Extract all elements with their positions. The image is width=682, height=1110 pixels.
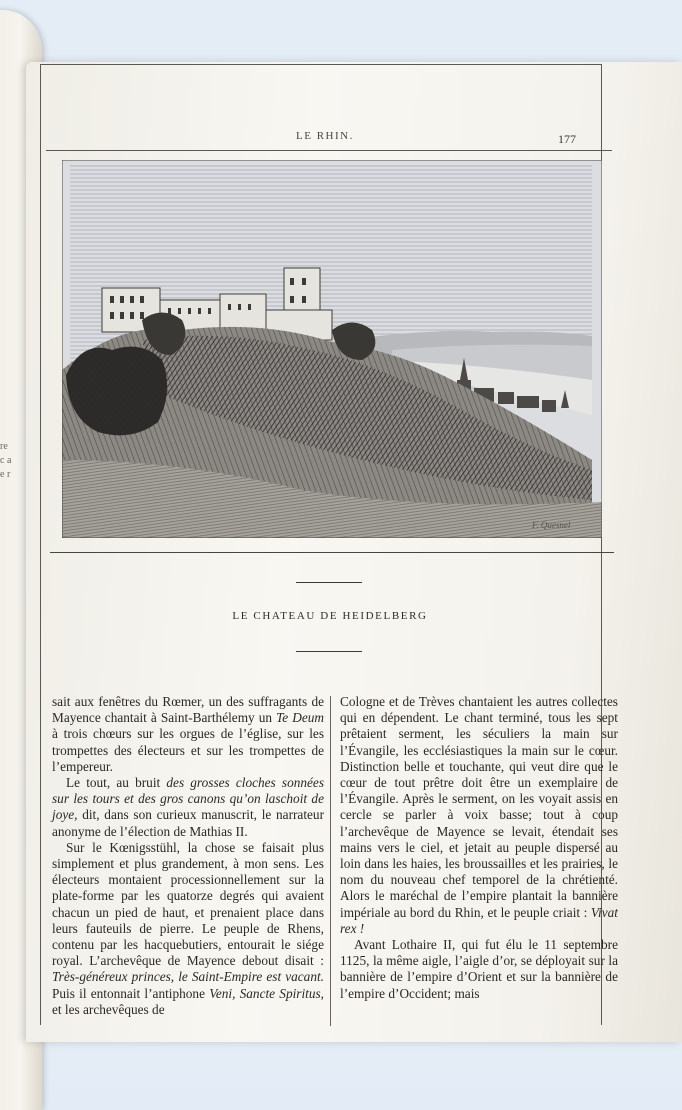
running-head: LE RHIN. xyxy=(296,130,354,142)
body-text: Avant Lothaire II, qui fut élu le 11 septembre 1125, la même aigle, l’aigle d’or, se déployait sur la bannière de l’empire d’Orient et sur la bannière de l’empire d’Occident; mais xyxy=(340,937,618,1001)
caption-rule-top xyxy=(296,582,362,583)
illustration-caption: LE CHATEAU DE HEIDELBERG xyxy=(232,610,428,622)
caption-rule-bottom xyxy=(296,651,362,652)
heidelberg-castle-engraving xyxy=(62,160,602,538)
page-number: 177 xyxy=(558,132,576,146)
header-rule xyxy=(46,150,612,151)
paragraph xyxy=(340,694,618,937)
body-text: à trois chœurs sur les orgues de l’église, sur les trompettes des électeurs et sur les trompettes de l’empereur. xyxy=(52,726,324,774)
illustration-rule xyxy=(50,552,614,553)
paragraph xyxy=(52,694,324,775)
engraving-signature: F. Quesnel xyxy=(532,520,571,530)
previous-page-margin-text: re c a e r xyxy=(0,441,12,480)
text-column-left xyxy=(52,694,324,1018)
italic-text: Vivat rex ! xyxy=(340,904,618,936)
body-text: dit, dans son curieux manuscrit, le narrateur anonyme de l’élection de Mathias II. xyxy=(52,807,324,839)
text-column-right xyxy=(340,694,618,1002)
body-text: Le tout, au bruit xyxy=(66,775,167,791)
body-text: sait aux fenêtres du Rœmer, un des suffragants de Mayence chantait à Saint-Barthélemy un xyxy=(52,694,324,726)
italic-text: Te Deum xyxy=(276,710,324,726)
italic-text: Veni, Sancte Spiritus xyxy=(209,985,321,1001)
column-divider xyxy=(330,696,331,1026)
paragraph xyxy=(340,937,618,1002)
italic-text: Très-généreux princes, le Saint-Empire est vacant. xyxy=(52,969,324,985)
body-text: , et les archevêques de xyxy=(52,985,324,1017)
body-text: Cologne et de Trèves chantaient les autres collectes qui en dépendent. Le chant terminé, tous les sept prêtaient serment, les séculiers la main sur l’Évangile, les ecclésiastiques la main sur le cœur. Distinction belle et touchante, qui veut dire que le cœur de tout prêtre doit être un exemplaire de l’Évangile. Après le serment, on les voyait assis en cercle se parler à voix basse; tout à coup l’archevêque de Mayence se levait, étendait ses mains vers le ciel, et jetait au peuple dispersé au loin dans les haies, les broussailles et les prairies, le nom du nouveau chef temporel de la chrétienté. Alors le maréchal de l’empire plantait la bannière impériale au bord du Rhin, et le peuple criait : xyxy=(340,694,618,920)
body-text: Puis il entonnait l’antiphone xyxy=(52,985,210,1001)
body-text: Sur le Kœnigsstühl, la chose se faisait plus simplement et plus grandement, à mon sens. Les électeurs montaient processionnellement sur la plate-forme par les quatorze degrés qui avaient chacun un pied de haut, et prenaient place dans leurs fauteuils de pierre. Le peuple de Rhens, contenu par les hacquebutiers, entourait le siége royal. L’archevêque de Mayence debout disait : xyxy=(52,839,324,969)
paragraph xyxy=(52,775,324,840)
paragraph xyxy=(52,840,324,1018)
italic-text: des grosses cloches sonnées sur les tours et des gros canons qu’on laschoit de joye, xyxy=(52,775,324,823)
